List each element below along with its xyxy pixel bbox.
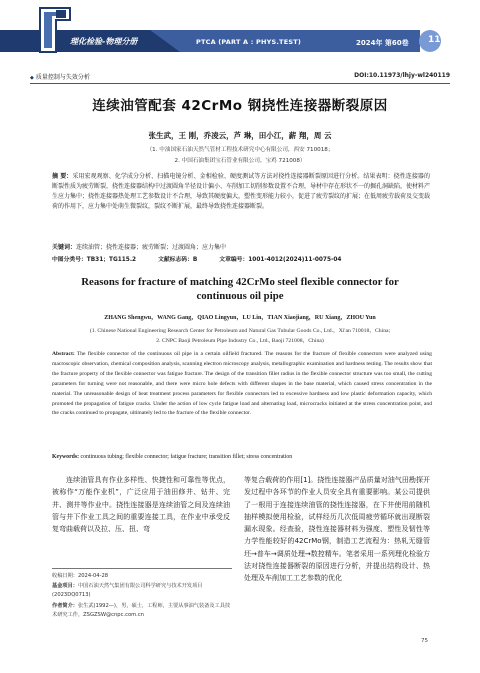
footnote-author-text: 张生武(1992—)，男，硕士，工程师，主要从事油气装备及工具技术研究工作，ZSGZSW@cnpc.com.cn — [52, 603, 231, 618]
title-en — [0, 275, 480, 303]
footnote-received: 收稿日期：2024-04-28 — [52, 573, 109, 579]
affiliation-en-2: 2. CNPC Baoji Petroleum Pipe Industry Co., Ltd., Baoji 721008，China) — [156, 338, 324, 344]
footnote-author — [52, 602, 232, 620]
affiliation-cn-2: 2. 中国石油集团宝石管业有限公司，宝鸡 721008） — [174, 158, 306, 164]
page-number: 75 — [421, 638, 428, 644]
title-cn: 连续油管配套 42CrMo 钢挠性连接器断裂原因 — [92, 98, 388, 114]
clc-number: 中图分类号：TB31；TG115.2 — [52, 257, 137, 263]
footnote-rule — [52, 568, 232, 569]
footnote-fund-label: 基金项目： — [52, 583, 78, 589]
issue-label: 2024年 第60卷 — [356, 39, 409, 47]
doi[interactable]: DOI:10.11973/lhjy-wl240119 — [354, 72, 450, 79]
keywords-en — [52, 454, 432, 460]
authors-en: ZHANG Shengwu，WANG Gang，QIAO Lingyun，LU Lin，TIAN Xiaojiang，RU Xiang，ZHOU Yun — [104, 315, 376, 321]
abstract-en-text: The flexible connector of the continuous oil pipe in a certain oilfield fractured. The reasons for the fracture of flexible connectors were analyzed using macroscopic observation, chemical composition analysis, scanning electron microscopy analysis, metallographic examination and hardness testing. The results show that the fracture property of the flexible connector was fatigue fracture. The design of the transition fillet radius in the flexible connector structure was too small, the cutting parameters for turning were not reasonable, and there were micro hole defects with different shapes in the base material, which caused stress concentration in the material. The unreasonable design of heat treatment process parameters for flexible connectors led to excessive hardness and low plastic deformation capacity, which promoted the propagation of fatigue cracks. Under the action of low cycle fatigue load and alternating load, microcracks initiated at the stress concentration point, and the cracks continued to propagate, ultimately led to the fracture of the flexible connector. — [52, 351, 432, 417]
doc-code: 文献标志码：B — [158, 257, 198, 263]
abstract-cn — [52, 172, 430, 212]
footnote-fund — [52, 582, 232, 600]
keywords-cn — [52, 243, 430, 253]
classification-line — [52, 254, 430, 263]
footnote-author-label: 作者简介： — [52, 603, 78, 609]
keywords-cn-label: 关键词： — [52, 244, 77, 251]
section-tag — [30, 72, 90, 81]
article-number: 文章编号：1001-4012(2024)11-0075-04 — [219, 257, 342, 263]
keywords-cn-text: 连续油管；挠性连接器；疲劳断裂；过渡圆角；应力集中 — [76, 244, 227, 251]
abstract-en — [52, 350, 432, 419]
title-en-line-1: Reasons for fracture of matching 42CrMo steel flexible connector for — [81, 276, 399, 288]
header-banner — [0, 0, 480, 66]
journal-logo-text: 理化检验-物理分册 — [70, 37, 138, 46]
keywords-en-text: continuous tubing; flexible connector; fatigue fracture; transition fillet; stress concentration — [80, 454, 293, 460]
title-en-line-2: continuous oil pipe — [196, 290, 284, 302]
abstract-cn-label: 摘 要： — [52, 173, 73, 180]
page-badge: 11 — [428, 35, 441, 45]
authors-cn: 张生武，王 刚，乔凌云，芦 琳，田小江，薪 翔，周 云 — [148, 131, 332, 140]
affiliation-en-1: (1. Chinese National Engineering Research Center for Petroleum and Natural Gas Tubular Goods Co., Ltd.，Xi'an 710018，China; — [89, 328, 391, 334]
body-column-right: 等复合载荷的作用[1]。挠性连接器产品质量对油气田勘探开发过程中各环节的作业人员安全具有重要影响。某公司提供了一根用于连接连续油管的挠性连接器，在下井使用前随机抽样模拟使用检验，试样经历几次低周疲劳循环就出现断裂漏水现象。经查验，挠性连接器材料为强度、塑性及韧性等力学性能较好的42CrMo钢，制造工艺流程为：热轧无缝管坯→普车→调质处理→数控精车。笔者采用一系列理化检验方法对挠性连接器断裂的原因进行分析，并提出结构设计、热处理及车削加工工艺参数的优化 — [244, 476, 430, 583]
header-rule — [30, 83, 450, 84]
section-label: 质量控制与失效分析 — [35, 74, 90, 81]
abstract-en-label: Abstract: — [52, 351, 75, 357]
affiliation-cn-1: （1. 中油国家石油天然气管材工程技术研究中心有限公司，西安 710018； — [146, 147, 334, 153]
abstract-cn-text: 采用宏观观察、化学成分分析、扫描电镜分析、金相检验、硬度测试等方法对挠性连接器断裂原因进行分析。结果表明：挠性连接器的断裂性质为疲劳断裂，挠性连接器结构中过渡圆角半径设计偏小、车削加工切削参数设置不合理，导材中存在形状不一的掘孔洞缺陷，使材料产生应力集中；挠性连接器热处理工艺参数设计不合理，导致其硬度偏大，塑性变形能力较小，促进了疲劳裂纹的扩展；在低周疲劳载荷及交变载荷的作用下，应力集中处萌生微裂纹，裂纹不断扩展，最终导致挠性连接器断裂。 — [52, 173, 431, 210]
journal-name: PTCA (PART A : PHYS.TEST) — [196, 38, 302, 46]
keywords-en-label: Keywords: — [52, 454, 80, 460]
section-icon: ◆ — [30, 75, 34, 81]
body-column-left: 连续油管具有作业多样性、快捷性和可靠性等优点，被称作“万能作业机”，广泛应用于油田修井、钻井、完井、测井等作业中。挠性连接器是连续油管之间及连续油管与井下作业工具之间的重要连接工具，在作业中承受反复弯曲载荷以及拉、压、扭、弯 — [52, 476, 230, 534]
footnote-fund-text: 中国石油天然气集团有限公司科学研究与技术开发项目(2023DQ0713) — [52, 583, 203, 598]
